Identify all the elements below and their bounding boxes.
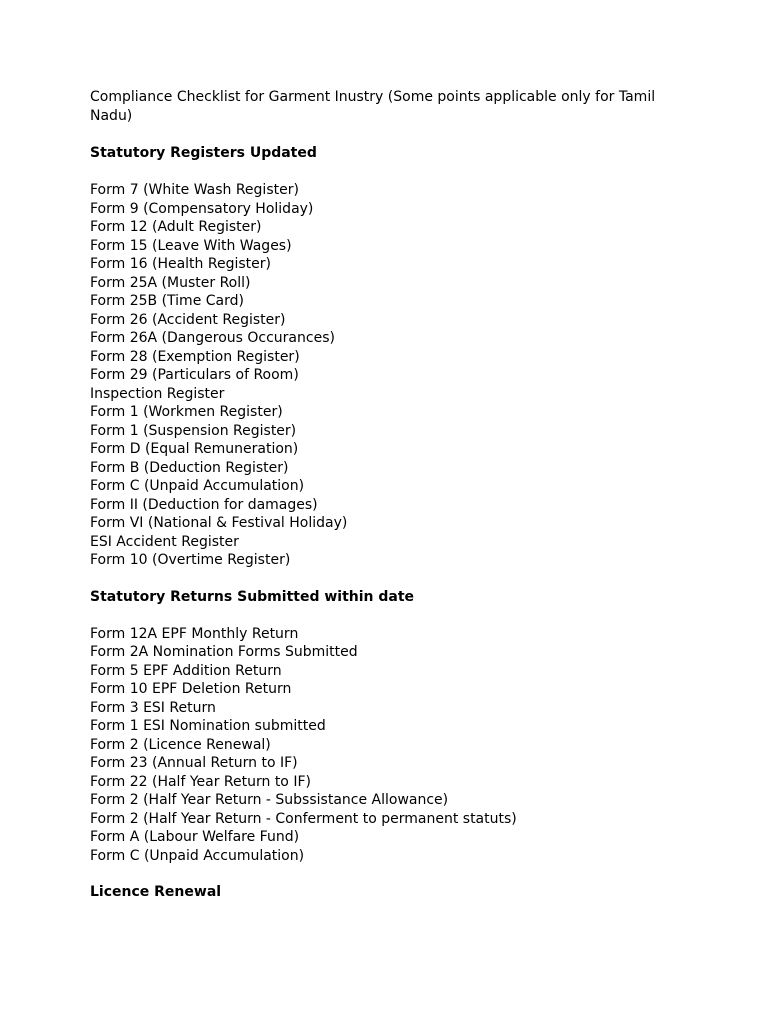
list-item: Form 23 (Annual Return to IF): [90, 755, 298, 771]
list-item: Form 10 (Overtime Register): [90, 552, 291, 568]
list-item: Form B (Deduction Register): [90, 459, 289, 476]
list-item: Form 7 (White Wash Register): [90, 182, 299, 198]
section-returns: [90, 588, 668, 866]
section-heading: Licence Renewal: [90, 884, 222, 900]
list-item: Form 2 (Licence Renewal): [90, 736, 271, 753]
section-heading: Statutory Returns Submitted within date: [90, 588, 415, 605]
list-item: Form 26 (Accident Register): [90, 311, 286, 328]
list-item: Form D (Equal Remuneration): [90, 441, 299, 457]
list-item: Form 12A EPF Monthly Return: [90, 625, 299, 642]
list-item: Form 15 (Leave With Wages): [90, 237, 292, 254]
section-heading: Statutory Registers Updated: [90, 145, 317, 161]
list-item: Form 1 (Workmen Register): [90, 404, 283, 420]
list-item: Form C (Unpaid Accumulation): [90, 847, 305, 864]
list-item: ESI Accident Register: [90, 533, 239, 550]
list-item: Form 9 (Compensatory Holiday): [90, 200, 314, 217]
list-item: Form 26A (Dangerous Occurances): [90, 330, 335, 346]
list-item: Form II (Deduction for damages): [90, 496, 318, 513]
list-item: Form 3 ESI Return: [90, 699, 216, 716]
list-item: Form 28 (Exemption Register): [90, 348, 300, 365]
list-item: Form 1 (Suspension Register): [90, 422, 297, 439]
list-item: Form A (Labour Welfare Fund): [90, 829, 300, 845]
list-item: Form VI (National & Festival Holiday): [90, 515, 348, 531]
returns-list: [90, 625, 668, 866]
list-item: Form 25A (Muster Roll): [90, 274, 251, 291]
list-item: Form 2 (Half Year Return - Conferment to permanent statuts): [90, 810, 517, 827]
registers-list: [90, 181, 668, 570]
list-item: Form 5 EPF Addition Return: [90, 662, 282, 679]
list-item: Form C (Unpaid Accumulation): [90, 478, 305, 494]
list-item: Form 29 (Particulars of Room): [90, 367, 299, 383]
document-title: Compliance Checklist for Garment Inustry (Some points applicable only for Tamil Nadu): [90, 89, 656, 124]
list-item: Inspection Register: [90, 385, 225, 402]
section-registers: [90, 144, 668, 570]
list-item: Form 12 (Adult Register): [90, 219, 262, 235]
list-item: Form 10 EPF Deletion Return: [90, 681, 292, 697]
list-item: Form 2A Nomination Forms Submitted: [90, 644, 358, 660]
list-item: Form 16 (Health Register): [90, 256, 271, 272]
list-item: Form 25B (Time Card): [90, 293, 244, 309]
section-licence-renewal: [90, 883, 668, 902]
list-item: Form 22 (Half Year Return to IF): [90, 773, 311, 790]
list-item: Form 1 ESI Nomination submitted: [90, 718, 326, 734]
list-item: Form 2 (Half Year Return - Subssistance Allowance): [90, 792, 449, 808]
